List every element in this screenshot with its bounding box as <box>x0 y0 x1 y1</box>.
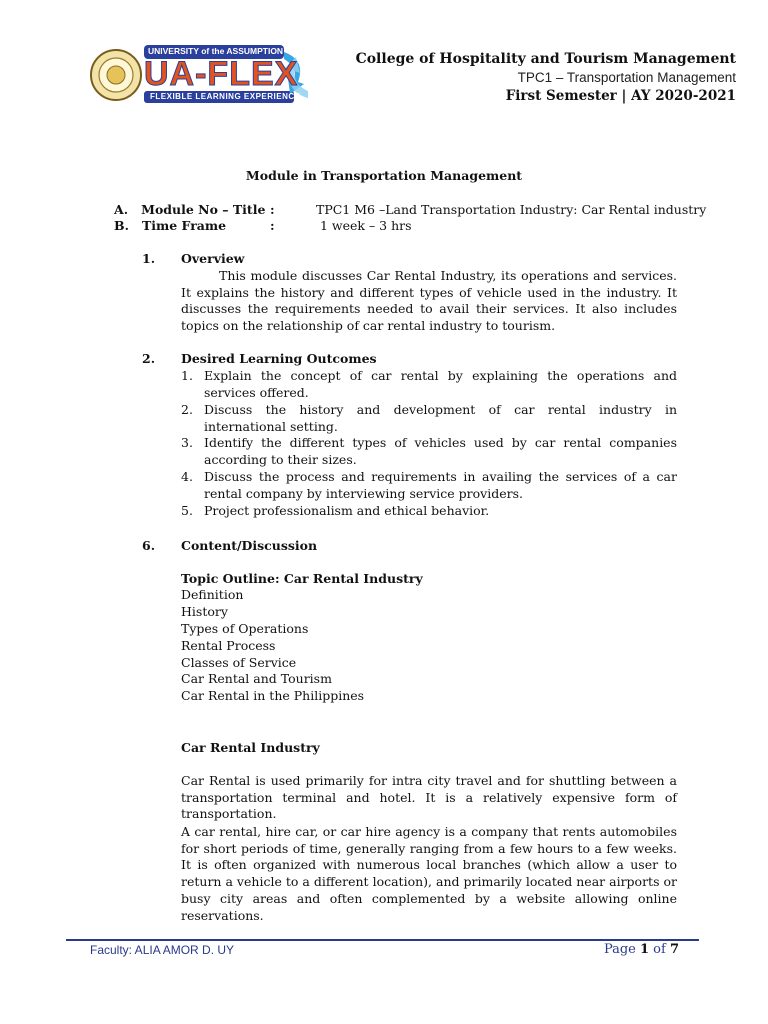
section-number-outcomes: 2. <box>142 351 156 366</box>
footer-faculty: Faculty: ALIA AMOR D. UY <box>90 943 235 957</box>
ua-flex-logo <box>86 40 326 110</box>
outcome-number: 1. <box>181 368 193 383</box>
outcome-text: Discuss the process and requirements in availing the services of a car rental company by interviewing service providers. <box>204 469 677 501</box>
content-paragraph-2: A car rental, hire car, or car hire agency is a company that rents automobiles for short periods of time, generally ranging from a few hours to a few weeks. It is often organized with numerous local branches (which allow a user to return a vehicle to a different location), and primarily located near airports or busy city areas and often complemented by a website allowing online reservations. <box>181 824 677 923</box>
outline-item: Definition <box>181 587 244 602</box>
section-title-outcomes: Desired Learning Outcomes <box>181 351 377 366</box>
section-title-overview: Overview <box>181 251 245 266</box>
logo-university-text: UNIVERSITY of the ASSUMPTION <box>148 46 284 56</box>
outline-item: Classes of Service <box>181 655 297 670</box>
outcome-number: 3. <box>181 435 193 450</box>
page-current: 1 <box>640 942 650 957</box>
content-paragraph-1: Car Rental is used primarily for intra city travel and for shuttling between a transportation terminal and hotel. It is a relatively expensive form of transportation. <box>181 773 677 822</box>
semester: First Semester | AY 2020-2021 <box>505 88 736 104</box>
outcome-number: 4. <box>181 469 193 484</box>
section-number-content: 6. <box>142 538 156 553</box>
outline-item: Types of Operations <box>181 621 309 636</box>
outline-item: Rental Process <box>181 638 276 653</box>
info-label-module: A. Module No – Title <box>114 202 266 217</box>
info-value-timeframe: 1 week – 3 hrs <box>316 218 412 233</box>
page-of: of <box>649 942 670 957</box>
section-title-content: Content/Discussion <box>181 538 318 553</box>
overview-text: This module discusses Car Rental Industry, its operations and services. It explains the history and different types of vehicle used in the industry. It discusses the requirements needed to avail their services. It also includes topics on the relationship of car rental industry to tourism. <box>181 268 677 334</box>
logo-brand: UA-FLEX <box>144 55 299 93</box>
outcome-text: Identify the different types of vehicles used by car rental companies according to their sizes. <box>204 435 677 467</box>
outcome-number: 5. <box>181 503 193 518</box>
info-value-module: TPC1 M6 –Land Transportation Industry: Car Rental industry <box>316 202 707 217</box>
info-label-timeframe: B. Time Frame <box>114 218 227 233</box>
topic-outline-title: Topic Outline: Car Rental Industry <box>181 571 423 586</box>
logo-tagline: FLEXIBLE LEARNING EXPERIENCE <box>150 92 301 101</box>
module-title: Module in Transportation Management <box>245 168 523 183</box>
footer-page-number <box>604 942 679 957</box>
outline-item: Car Rental and Tourism <box>181 671 332 686</box>
outcome-text: Explain the concept of car rental by explaining the operations and services offered. <box>204 368 677 400</box>
outcome-text: Discuss the history and development of car rental industry in international setting. <box>204 402 677 434</box>
outline-item: Car Rental in the Philippines <box>181 688 365 703</box>
page-prefix: Page <box>603 942 640 957</box>
college-name: College of Hospitality and Tourism Management <box>355 51 736 67</box>
outline-item: History <box>181 604 228 619</box>
info-sep-timeframe: : <box>270 218 275 233</box>
outcome-number: 2. <box>181 402 193 417</box>
outcome-text: Project professionalism and ethical behavior. <box>204 503 490 518</box>
page-total: 7 <box>669 942 679 957</box>
subheading-car-rental: Car Rental Industry <box>181 740 320 755</box>
footer-rule <box>66 939 699 941</box>
course-name: TPC1 – Transportation Management <box>517 70 736 85</box>
section-number-overview: 1. <box>142 251 156 266</box>
info-sep-module: : <box>270 202 275 217</box>
